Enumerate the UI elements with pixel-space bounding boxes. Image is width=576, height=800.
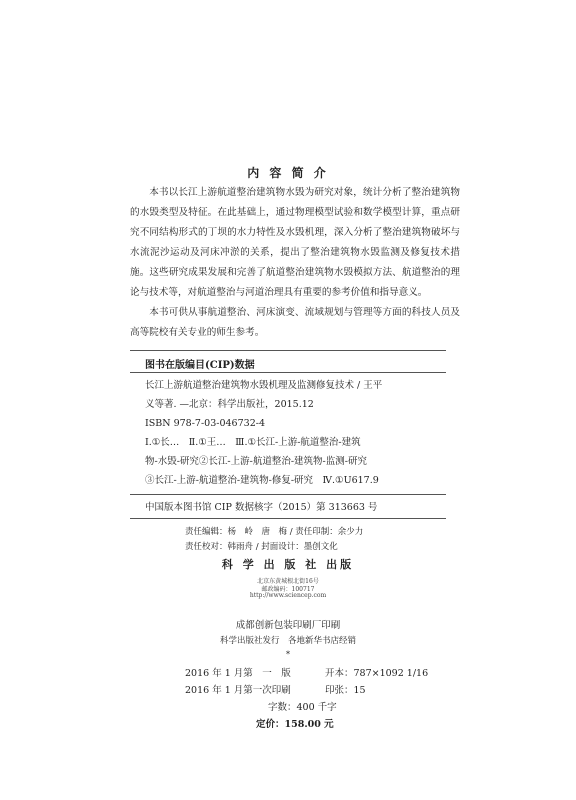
cip-line: Ⅰ.①长… Ⅱ.①王… Ⅲ.①长江-上游-航道整治-建筑 (145, 437, 361, 448)
cip-line: 物-水毁-研究②长江-上游-航道整治-建筑物-监测-研究 (145, 456, 367, 467)
publisher-name: 科 学 出 版 社 出版 (221, 558, 355, 571)
publisher-postcode: 邮政编码：100717 (261, 586, 315, 593)
page-title: 内 容 简 介 (247, 166, 329, 180)
cip-line: ISBN 978-7-03-046732-4 (145, 418, 265, 429)
cip-line: ③长江-上游-航道整治-建筑物-修复-研究 Ⅳ.①U617.9 (145, 475, 379, 486)
cip-heading: 图书在版编目(CIP)数据 (145, 360, 255, 371)
edition-info: 2016 年 1 月第 一 版 (185, 668, 291, 679)
intro-paragraph: 本书以长江上游航道整治建筑物水毁为研究对象，统计分析了整治建筑物的水毁类型及特征。在此基础上，通过物理模型试验和数学模型计算，重点研究不同结构形式的丁坝的水力特性及水毁机理，深入分析了整治建筑物破坏与水流泥沙运动及河床冲淤的关系，提出了整治建筑物水毁监测及修复技术措施。这些研究成果发展和完善了航道整治建筑物水毁模拟方法、航道整治的理论与技术等，对航道整治与河道治理具有重要的参考价值和指导意义。 (130, 187, 460, 298)
separator-star: * (286, 650, 290, 659)
distributor-line: 科学出版社发行 各地新华书店经销 (219, 636, 356, 646)
intro-paragraph: 本书可供从事航道整治、河床演变、流域规划与管理等方面的科技人员及高等院校有关专业的师生参考。 (130, 307, 460, 338)
intro-section (130, 183, 460, 343)
proof-credit: 责任校对：韩雨舟 / 封面设计：墨创文化 (185, 542, 338, 552)
price-info: 定价：158.00 元 (256, 719, 334, 730)
cip-bottom-rule (130, 518, 446, 519)
printing-info: 2016 年 1 月第一次印刷 (185, 685, 291, 696)
editor-credit: 责任编辑：杨 岭 唐 梅 / 责任印制：余少力 (185, 527, 364, 537)
cip-line: 义等著. —北京：科学出版社，2015.12 (145, 399, 314, 410)
publisher-website: http://www.sciencep.com (249, 592, 327, 599)
printer-line: 成都创新包装印刷厂印刷 (235, 620, 341, 631)
cip-line: 长江上游航道整治建筑物水毁机理及监测修复技术 / 王平 (145, 380, 383, 391)
cip-data (145, 376, 445, 490)
sheets-info: 印张：15 (325, 685, 366, 696)
cip-top-rule (130, 350, 446, 351)
cip-record-number: 中国版本图书馆 CIP 数据核字（2015）第 313663 号 (145, 502, 378, 513)
format-info: 开本：787×1092 1/16 (325, 668, 429, 679)
cip-heading-rule (130, 372, 446, 373)
word-count: 字数：400 千字 (268, 702, 337, 713)
publisher-address: 北京东黄城根北街16号 (257, 578, 319, 585)
cip-mid-rule (130, 494, 446, 495)
